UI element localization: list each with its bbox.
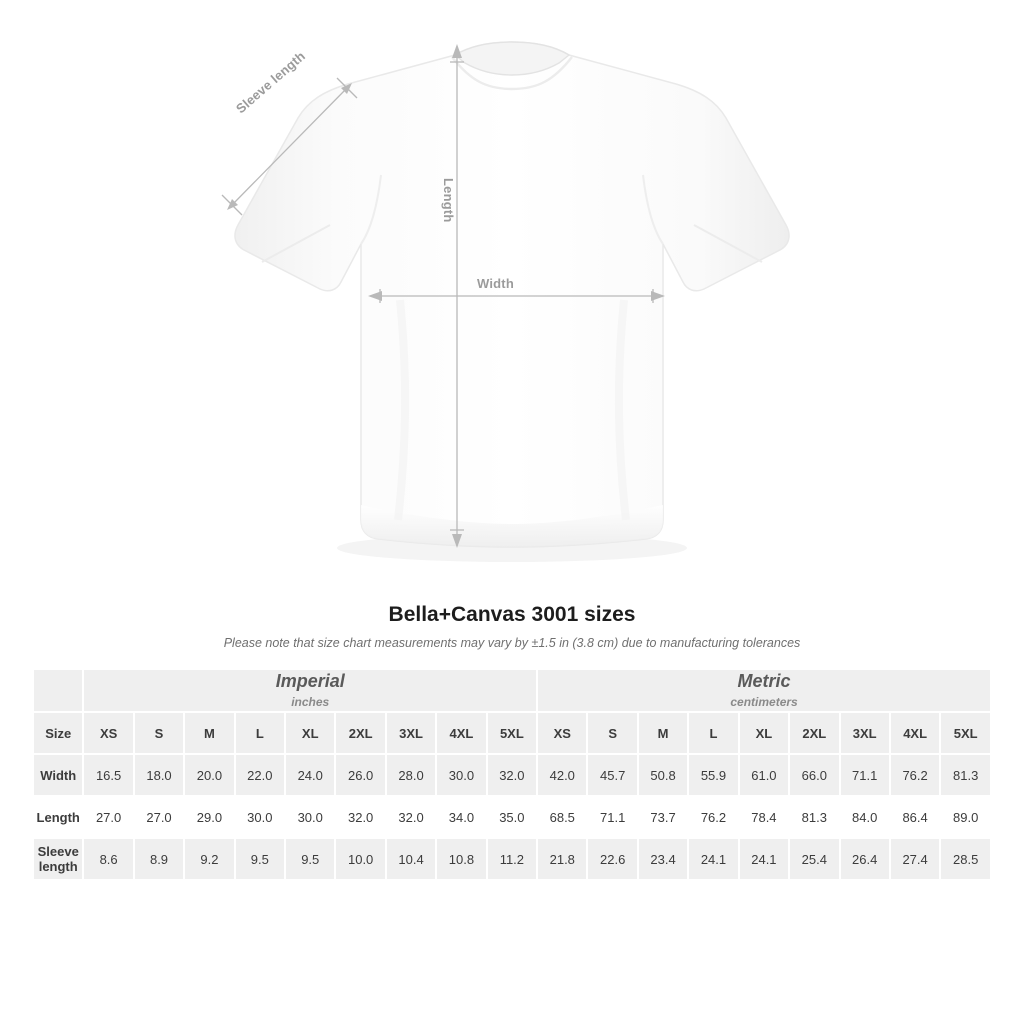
cell-length-metric-m: 73.7 xyxy=(638,796,688,838)
cell-sleeve-imperial-4xl: 10.8 xyxy=(436,838,486,880)
unit-sub-imperial: inches xyxy=(291,695,330,710)
cell-sleeve-metric-s: 22.6 xyxy=(587,838,637,880)
table-row xyxy=(33,796,991,838)
cell-sleeve-metric-xs: 21.8 xyxy=(537,838,587,880)
cell-length-metric-xl: 78.4 xyxy=(739,796,789,838)
cell-length-metric-l: 76.2 xyxy=(688,796,738,838)
unit-header-imperial xyxy=(83,669,537,712)
cell-length-metric-xs: 68.5 xyxy=(537,796,587,838)
table-row xyxy=(33,754,991,796)
table-row xyxy=(33,838,991,880)
cell-length-imperial-5xl: 35.0 xyxy=(487,796,537,838)
cell-length-imperial-4xl: 34.0 xyxy=(436,796,486,838)
col-head-metric-xs: XS xyxy=(537,712,587,754)
cell-sleeve-imperial-3xl: 10.4 xyxy=(386,838,436,880)
col-head-metric-l: L xyxy=(688,712,738,754)
col-head-imperial-4xl: 4XL xyxy=(436,712,486,754)
unit-sub-metric: centimeters xyxy=(730,695,798,710)
cell-length-imperial-m: 29.0 xyxy=(184,796,234,838)
cell-length-imperial-3xl: 32.0 xyxy=(386,796,436,838)
cell-sleeve-imperial-m: 9.2 xyxy=(184,838,234,880)
page-title: Bella+Canvas 3001 sizes xyxy=(388,603,636,626)
col-head-metric-4xl: 4XL xyxy=(890,712,940,754)
cell-width-imperial-4xl: 30.0 xyxy=(436,754,486,796)
col-head-metric-m: M xyxy=(638,712,688,754)
col-head-imperial-3xl: 3XL xyxy=(386,712,436,754)
corner-cell xyxy=(33,669,83,712)
cell-width-imperial-5xl: 32.0 xyxy=(487,754,537,796)
cell-length-metric-3xl: 84.0 xyxy=(840,796,890,838)
cell-sleeve-metric-xl: 24.1 xyxy=(739,838,789,880)
cell-width-metric-3xl: 71.1 xyxy=(840,754,890,796)
cell-sleeve-metric-3xl: 26.4 xyxy=(840,838,890,880)
col-head-metric-5xl: 5XL xyxy=(940,712,991,754)
size-header-row xyxy=(33,712,991,754)
unit-header-metric xyxy=(537,669,991,712)
cell-sleeve-imperial-2xl: 10.0 xyxy=(335,838,385,880)
cell-width-imperial-s: 18.0 xyxy=(134,754,184,796)
unit-name-metric: Metric xyxy=(737,671,791,691)
col-head-metric-2xl: 2XL xyxy=(789,712,839,754)
cell-width-imperial-xs: 16.5 xyxy=(83,754,133,796)
cell-length-imperial-l: 30.0 xyxy=(235,796,285,838)
cell-length-imperial-xs: 27.0 xyxy=(83,796,133,838)
size-table-wrap xyxy=(32,668,992,881)
sleeve-length-label: Sleeve length xyxy=(233,48,309,117)
col-head-metric-3xl: 3XL xyxy=(840,712,890,754)
size-chart-table xyxy=(32,668,992,881)
chart-heading xyxy=(0,603,1024,650)
cell-length-metric-5xl: 89.0 xyxy=(940,796,991,838)
cell-width-imperial-3xl: 28.0 xyxy=(386,754,436,796)
cell-length-metric-s: 71.1 xyxy=(587,796,637,838)
cell-sleeve-imperial-s: 8.9 xyxy=(134,838,184,880)
cell-width-metric-s: 45.7 xyxy=(587,754,637,796)
cell-width-metric-2xl: 66.0 xyxy=(789,754,839,796)
cell-length-imperial-2xl: 32.0 xyxy=(335,796,385,838)
cell-sleeve-imperial-xs: 8.6 xyxy=(83,838,133,880)
size-label-cell: Size xyxy=(33,712,83,754)
cell-sleeve-metric-m: 23.4 xyxy=(638,838,688,880)
cell-width-metric-l: 55.9 xyxy=(688,754,738,796)
measurement-disclaimer: Please note that size chart measurements may vary by ±1.5 in (3.8 cm) due to manufacturing tolerances xyxy=(223,636,801,650)
cell-width-imperial-l: 22.0 xyxy=(235,754,285,796)
col-head-metric-s: S xyxy=(587,712,637,754)
unit-header-row xyxy=(33,669,991,712)
length-label: Length xyxy=(441,178,456,223)
cell-sleeve-imperial-xl: 9.5 xyxy=(285,838,335,880)
col-head-metric-xl: XL xyxy=(739,712,789,754)
cell-sleeve-imperial-5xl: 11.2 xyxy=(487,838,537,880)
cell-width-imperial-xl: 24.0 xyxy=(285,754,335,796)
cell-width-metric-4xl: 76.2 xyxy=(890,754,940,796)
width-label: Width xyxy=(477,276,514,291)
col-head-imperial-xs: XS xyxy=(83,712,133,754)
row-label-length: Length xyxy=(33,796,83,838)
cell-width-metric-5xl: 81.3 xyxy=(940,754,991,796)
col-head-imperial-s: S xyxy=(134,712,184,754)
col-head-imperial-xl: XL xyxy=(285,712,335,754)
row-label-width: Width xyxy=(33,754,83,796)
cell-length-imperial-xl: 30.0 xyxy=(285,796,335,838)
cell-length-metric-2xl: 81.3 xyxy=(789,796,839,838)
col-head-imperial-5xl: 5XL xyxy=(487,712,537,754)
cell-width-metric-xs: 42.0 xyxy=(537,754,587,796)
col-head-imperial-2xl: 2XL xyxy=(335,712,385,754)
row-label-sleeve-length: Sleeve length xyxy=(33,838,83,880)
cell-sleeve-metric-5xl: 28.5 xyxy=(940,838,991,880)
cell-length-metric-4xl: 86.4 xyxy=(890,796,940,838)
cell-width-imperial-2xl: 26.0 xyxy=(335,754,385,796)
cell-sleeve-metric-4xl: 27.4 xyxy=(890,838,940,880)
cell-width-metric-m: 50.8 xyxy=(638,754,688,796)
unit-name-imperial: Imperial xyxy=(275,671,345,691)
cell-length-imperial-s: 27.0 xyxy=(134,796,184,838)
cell-sleeve-metric-l: 24.1 xyxy=(688,838,738,880)
cell-sleeve-imperial-l: 9.5 xyxy=(235,838,285,880)
cell-width-imperial-m: 20.0 xyxy=(184,754,234,796)
col-head-imperial-m: M xyxy=(184,712,234,754)
cell-width-metric-xl: 61.0 xyxy=(739,754,789,796)
col-head-imperial-l: L xyxy=(235,712,285,754)
cell-sleeve-metric-2xl: 25.4 xyxy=(789,838,839,880)
